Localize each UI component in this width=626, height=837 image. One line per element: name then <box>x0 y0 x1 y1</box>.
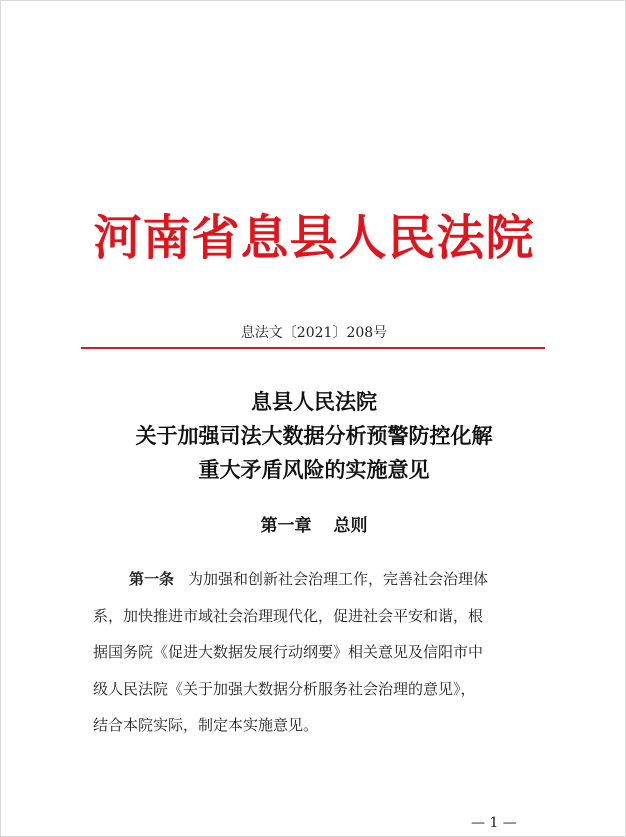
title-line-3: 重大矛盾风险的实施意见 <box>198 457 430 482</box>
issuer-heading: 河南省息县人民法院 <box>93 210 535 266</box>
article-body <box>93 561 543 744</box>
article-line: 据国务院《促进大数据发展行动纲要》相关意见及信阳市中 <box>93 643 484 661</box>
article-text: 为加强和创新社会治理工作，完善社会治理体 <box>188 570 489 588</box>
article-line <box>93 561 543 598</box>
article-label: 第一条 <box>129 570 175 588</box>
article-line: 级人民法院《关于加强大数据分析服务社会治理的意见》， <box>93 679 476 698</box>
article-line: 结合本院实际，制定本实施意见。 <box>93 716 319 734</box>
red-divider-line <box>81 347 545 349</box>
document-number: 息法文〔2021〕208号 <box>240 325 388 341</box>
chapter-number: 第一章 <box>260 516 312 536</box>
title-line-1: 息县人民法院 <box>251 389 377 414</box>
chapter-heading <box>1 514 626 538</box>
page-number: — 1 — <box>471 815 517 831</box>
title-line-2: 关于加强司法大数据分析预警防控化解 <box>135 423 493 448</box>
chapter-name: 总则 <box>333 516 368 536</box>
document-title <box>1 385 626 487</box>
article-line: 系，加快推进市域社会治理现代化，促进社会平安和谐，根 <box>93 606 484 625</box>
